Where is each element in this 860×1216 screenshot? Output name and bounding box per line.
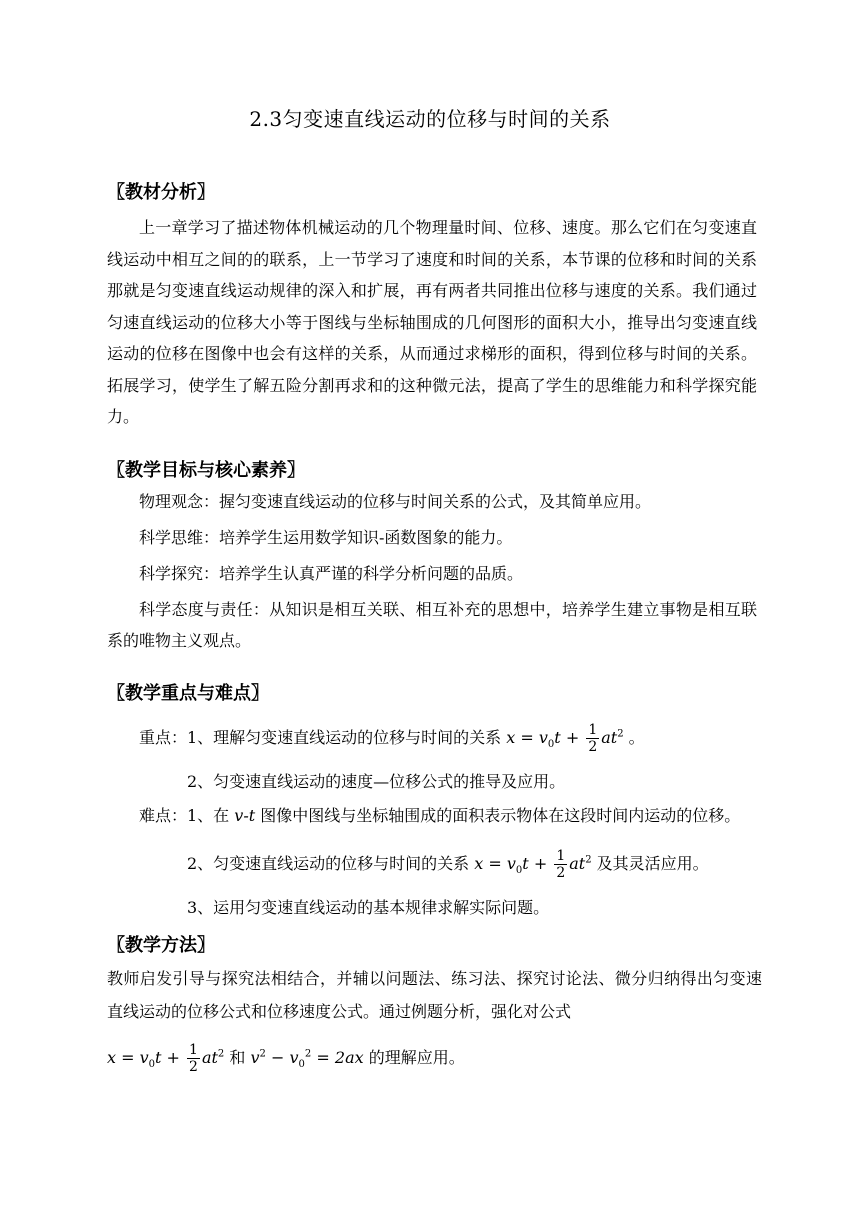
fraction-half-3: $\frac{1}{2}$ bbox=[189, 1042, 198, 1075]
goal-item-attitude: 科学态度与责任：从知识是相互关联、相互补充的思想中，培养学生建立事物是相互联系的唯物主义观点。 bbox=[107, 600, 757, 650]
method-formulas-line: $x = v_0t$ + $\frac{1}{2}$ $at^2$ 和 $v^2 - v_0^2 = 2ax$ 的理解应用。 bbox=[107, 1042, 465, 1075]
section-heading-key-points: 〖教学重点与难点〗 bbox=[107, 683, 269, 704]
goal-item-scientific-thinking: 科学思维：培养学生运用数学知识-函数图象的能力。 bbox=[139, 528, 513, 547]
analysis-paragraph: 上一章学习了描述物体机械运动的几个物理量时间、位移、速度。那么它们在匀变速直线运动中相互之间的的联系，上一节学习了速度和时间的关系，本节课的位移和时间的关系那就是匀变速直线运动规律的深入和扩展，再有两者共同推出位移与速度的关系。我们通过匀速直线运动的位移大小等于图线与坐标轴围成的几何图形的面积大小，推导出匀变速直线运动的位移在图像中也会有这样的关系，从而通过求梯形的面积，得到位移与时间的关系。拓展学习，使学生了解五险分割再求和的这种微元法，提高了学生的思维能力和科学探究能力。 bbox=[107, 218, 757, 426]
goal-item-scientific-inquiry: 科学探究：培养学生认真严谨的科学分析问题的品质。 bbox=[139, 564, 524, 583]
method-paragraph: 教师启发引导与探究法相结合，并辅以问题法、练习法、探究讨论法、微分归纳得出匀变速直线运动的位移公式和位移速度公式。通过例题分析，强化对公式 bbox=[107, 969, 762, 1021]
key-point-1-text: 重点：1、理解匀变速直线运动的位移与时间的关系 bbox=[139, 728, 502, 747]
fraction-half: $\frac{1}{2}$ bbox=[588, 722, 598, 755]
displacement-time-formula: $x = v_0t$ + $\frac{1}{2}$ $at^2$ bbox=[506, 722, 624, 755]
goal-item-physics-concept: 物理观念：握匀变速直线运动的位移与时间关系的公式，及其简单应用。 bbox=[139, 492, 652, 511]
velocity-displacement-formula: $v^2 - v_0^2 = 2ax$ bbox=[250, 1048, 364, 1071]
displacement-time-formula-2: $x = v_0t$ + $\frac{1}{2}$ $at^2$ bbox=[474, 848, 592, 881]
page-title: 2.3匀变速直线运动的位移与时间的关系 bbox=[249, 107, 611, 131]
section-heading-analysis: 〖教材分析〗 bbox=[107, 182, 215, 203]
difficulty-2: 2、匀变速直线运动的位移与时间的关系 $x = v_0t$ + $\frac{1}{2}$ $at^2$ 及其灵活应用。 bbox=[187, 848, 709, 881]
difficulty-3: 3、运用匀变速直线运动的基本规律求解实际问题。 bbox=[187, 898, 550, 917]
key-point-2: 2、匀变速直线运动的速度—位移公式的推导及应用。 bbox=[187, 772, 566, 791]
section-heading-goals: 〖教学目标与核心素养〗 bbox=[107, 460, 305, 481]
key-point-1: 重点：1、理解匀变速直线运动的位移与时间的关系 $x = v_0t$ + $\frac{1}{2}$ $at^2$ 。 bbox=[139, 722, 645, 755]
difficulty-1: 难点：1、在 v-t 图像中图线与坐标轴围成的面积表示物体在这段时间内运动的位移。 bbox=[139, 806, 741, 825]
section-heading-method: 〖教学方法〗 bbox=[107, 935, 215, 956]
displacement-time-formula-3: $x = v_0t$ + $\frac{1}{2}$ $at^2$ bbox=[107, 1042, 225, 1075]
fraction-half-2: $\frac{1}{2}$ bbox=[556, 848, 566, 881]
